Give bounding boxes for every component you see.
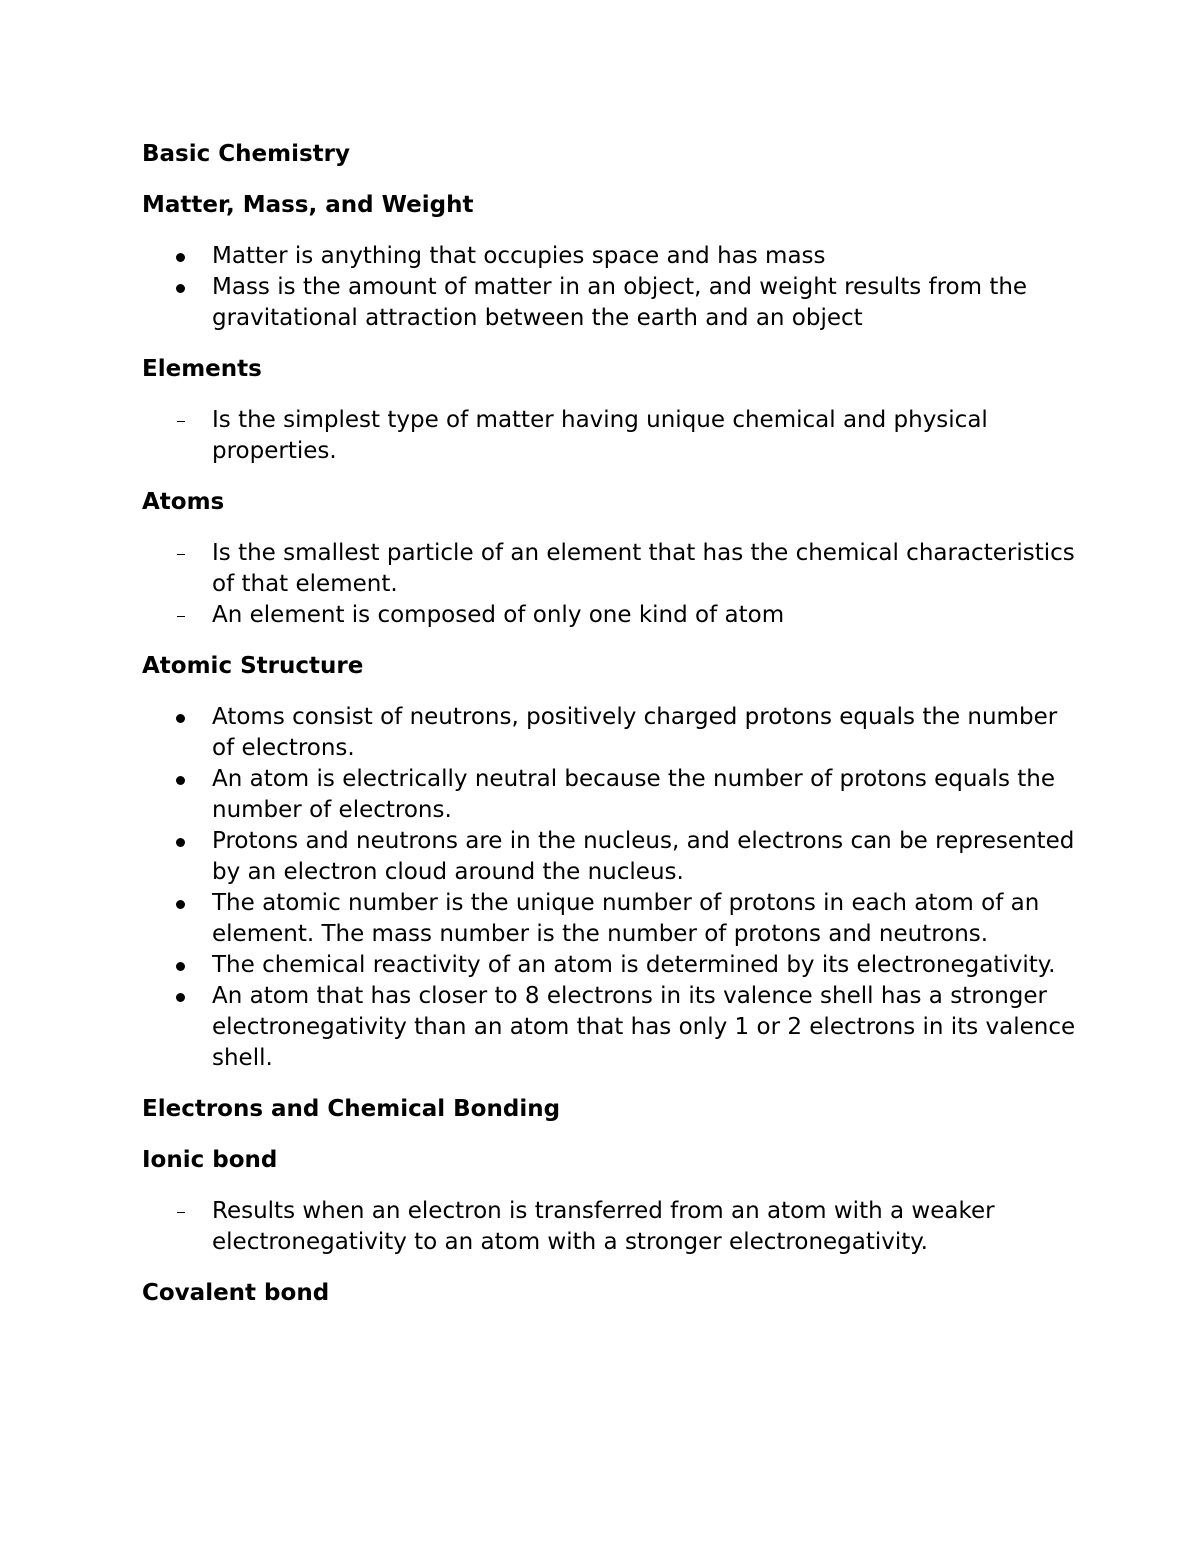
section-heading: Electrons and Chemical Bonding xyxy=(142,1096,561,1122)
list-item-text: An atom is electrically neutral because the number of protons equals the number of electrons. xyxy=(212,766,1055,823)
dash-icon xyxy=(142,600,212,631)
document-page xyxy=(142,139,1082,1329)
bullet-icon xyxy=(142,702,212,733)
list-item-text: Atoms consist of neutrons, positively charged protons equals the number of electrons. xyxy=(212,704,1058,761)
bullet-icon xyxy=(142,826,212,857)
list-item-text: Matter is anything that occupies space and has mass xyxy=(212,243,826,269)
list-item xyxy=(142,888,1082,950)
list-item xyxy=(142,826,1082,888)
list-item-text: Protons and neutrons are in the nucleus, and electrons can be represented by an electron cloud around the nucleus. xyxy=(212,828,1075,885)
list-item xyxy=(142,1196,1082,1258)
section-elements xyxy=(142,354,1082,467)
list-item xyxy=(142,764,1082,826)
dash-list xyxy=(142,538,1082,631)
list-item xyxy=(142,600,1082,631)
bullet-icon xyxy=(142,272,212,303)
list-item-text: Mass is the amount of matter in an object, and weight results from the gravitational attraction between the earth and an object xyxy=(212,274,1028,331)
bullet-icon xyxy=(142,950,212,981)
list-item xyxy=(142,981,1082,1074)
bullet-list xyxy=(142,241,1082,334)
section-covalent-bond xyxy=(142,1278,1082,1309)
list-item xyxy=(142,272,1082,334)
section-heading: Elements xyxy=(142,356,262,382)
dash-list xyxy=(142,1196,1082,1258)
list-item-text: Is the simplest type of matter having unique chemical and physical properties. xyxy=(212,407,988,464)
list-item-text: Is the smallest particle of an element that has the chemical characteristics of that element. xyxy=(212,540,1075,597)
list-item xyxy=(142,950,1082,981)
list-item-text: The chemical reactivity of an atom is determined by its electronegativity. xyxy=(212,952,1056,978)
dash-icon xyxy=(142,538,212,569)
bullet-icon xyxy=(142,888,212,919)
section-heading: Atoms xyxy=(142,489,225,515)
section-atomic-structure xyxy=(142,651,1082,1074)
section-heading: Ionic bond xyxy=(142,1147,278,1173)
section-ionic-bond xyxy=(142,1145,1082,1258)
list-item-text: Results when an electron is transferred from an atom with a weaker electronegativity to an atom with a stronger electronegativity. xyxy=(212,1198,995,1255)
list-item-text: An element is composed of only one kind of atom xyxy=(212,602,785,628)
bullet-icon xyxy=(142,764,212,795)
list-item xyxy=(142,241,1082,272)
bullet-icon xyxy=(142,241,212,272)
document-title: Basic Chemistry xyxy=(142,141,350,167)
section-heading: Atomic Structure xyxy=(142,653,364,679)
bullet-list xyxy=(142,702,1082,1074)
list-item-text: An atom that has closer to 8 electrons in its valence shell has a stronger electronegativity than an atom that has only 1 or 2 electrons in its valence shell. xyxy=(212,983,1076,1071)
section-heading: Covalent bond xyxy=(142,1280,330,1306)
section-electrons-bonding xyxy=(142,1094,1082,1125)
section-heading: Matter, Mass, and Weight xyxy=(142,192,474,218)
dash-icon xyxy=(142,1196,212,1227)
dash-list xyxy=(142,405,1082,467)
list-item xyxy=(142,702,1082,764)
bullet-icon xyxy=(142,981,212,1012)
dash-icon xyxy=(142,405,212,436)
list-item xyxy=(142,538,1082,600)
section-matter-mass-weight xyxy=(142,190,1082,334)
section-atoms xyxy=(142,487,1082,631)
list-item-text: The atomic number is the unique number of protons in each atom of an element. The mass number is the number of protons and neutrons. xyxy=(212,890,1040,947)
list-item xyxy=(142,405,1082,467)
